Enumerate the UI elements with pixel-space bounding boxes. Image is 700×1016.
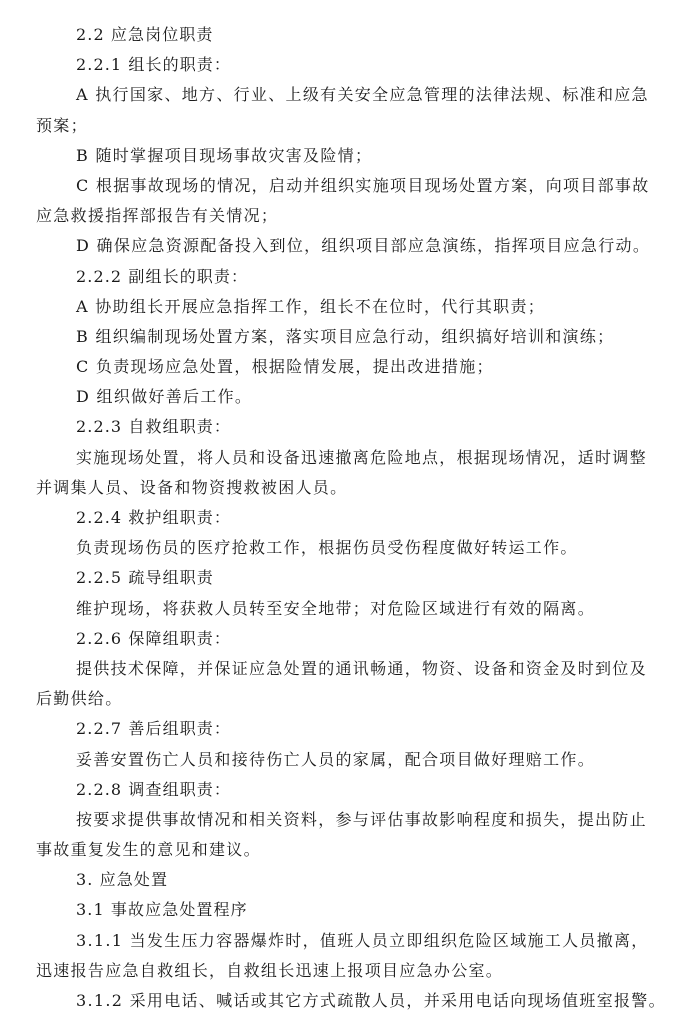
paragraph-line: 按要求提供事故情况和相关资料，参与评估事故影响程度和损失，提出防止 — [76, 809, 647, 829]
paragraph-line: C 负责现场应急处置，根据险情发展，提出改进措施； — [76, 357, 494, 377]
paragraph-line: 实施现场处置，将人员和设备迅速撤离危险地点，根据现场情况，适时调整 — [76, 447, 647, 467]
paragraph-line: 事故重复发生的意见和建议。 — [36, 840, 261, 860]
paragraph-line: D 确保应急资源配备投入到位，组织项目部应急演练，指挥项目应急行动。 — [76, 236, 651, 256]
section-heading: 2.2.2 副组长的职责： — [76, 266, 249, 286]
section-heading: 2.2.3 自救组职责： — [76, 417, 231, 437]
paragraph-line: 负责现场伤员的医疗抢救工作，根据伤员受伤程度做好转运工作。 — [76, 538, 578, 558]
paragraph-line: A 执行国家、地方、行业、上级有关安全应急管理的法律法规、标准和应急 — [76, 85, 649, 105]
section-heading: 2.2.5 疏导组职责 — [76, 568, 214, 588]
paragraph-line: 后勤供给。 — [36, 689, 123, 709]
paragraph-line: 3.1.2 采用电话、喊话或其它方式疏散人员，并采用电话向现场值班室报警。 — [76, 991, 666, 1010]
section-heading: 2.2.6 保障组职责： — [76, 628, 231, 648]
section-heading: 3.1 事故应急处置程序 — [76, 900, 248, 920]
section-heading: 2.2.8 调查组职责： — [76, 779, 231, 799]
section-heading: 2.2.7 善后组职责： — [76, 719, 231, 739]
paragraph-line: 妥善安置伤亡人员和接待伤亡人员的家属，配合项目做好理赔工作。 — [76, 749, 596, 769]
paragraph-line: B 组织编制现场处置方案，落实项目应急行动，组织搞好培训和演练； — [76, 326, 615, 346]
paragraph-line: 3.1.1 当发生压力容器爆炸时，值班人员立即组织危险区域施工人员撤离， — [76, 930, 649, 950]
paragraph-line: 提供技术保障，并保证应急处置的通讯畅通，物资、设备和资金及时到位及 — [76, 658, 647, 678]
paragraph-line: 预案； — [36, 115, 88, 135]
paragraph-line: A 协助组长开展应急指挥工作，组长不在位时，代行其职责； — [76, 296, 546, 316]
paragraph-line: D 组织做好善后工作。 — [76, 387, 253, 407]
paragraph-line: B 随时掌握项目现场事故灾害及险情； — [76, 145, 373, 165]
paragraph-line: 应急救援指挥部报告有关情况； — [36, 206, 279, 226]
paragraph-line: 迅速报告应急自救组长，自救组长迅速上报项目应急办公室。 — [36, 960, 504, 980]
section-heading: 2.2.4 救护组职责： — [76, 508, 231, 527]
section-heading: 3. 应急处置 — [76, 870, 169, 890]
section-heading: 2.2 应急岗位职责 — [76, 25, 214, 44]
paragraph-line: C 根据事故现场的情况，启动并组织实施项目现场处置方案，向项目部事故 — [76, 175, 650, 195]
section-heading: 2.2.1 组长的职责： — [76, 55, 231, 75]
paragraph-line: 维护现场，将获救人员转至安全地带；对危险区域进行有效的隔离。 — [76, 598, 596, 618]
paragraph-line: 并调集人员、设备和物资搜救被困人员。 — [36, 477, 348, 497]
